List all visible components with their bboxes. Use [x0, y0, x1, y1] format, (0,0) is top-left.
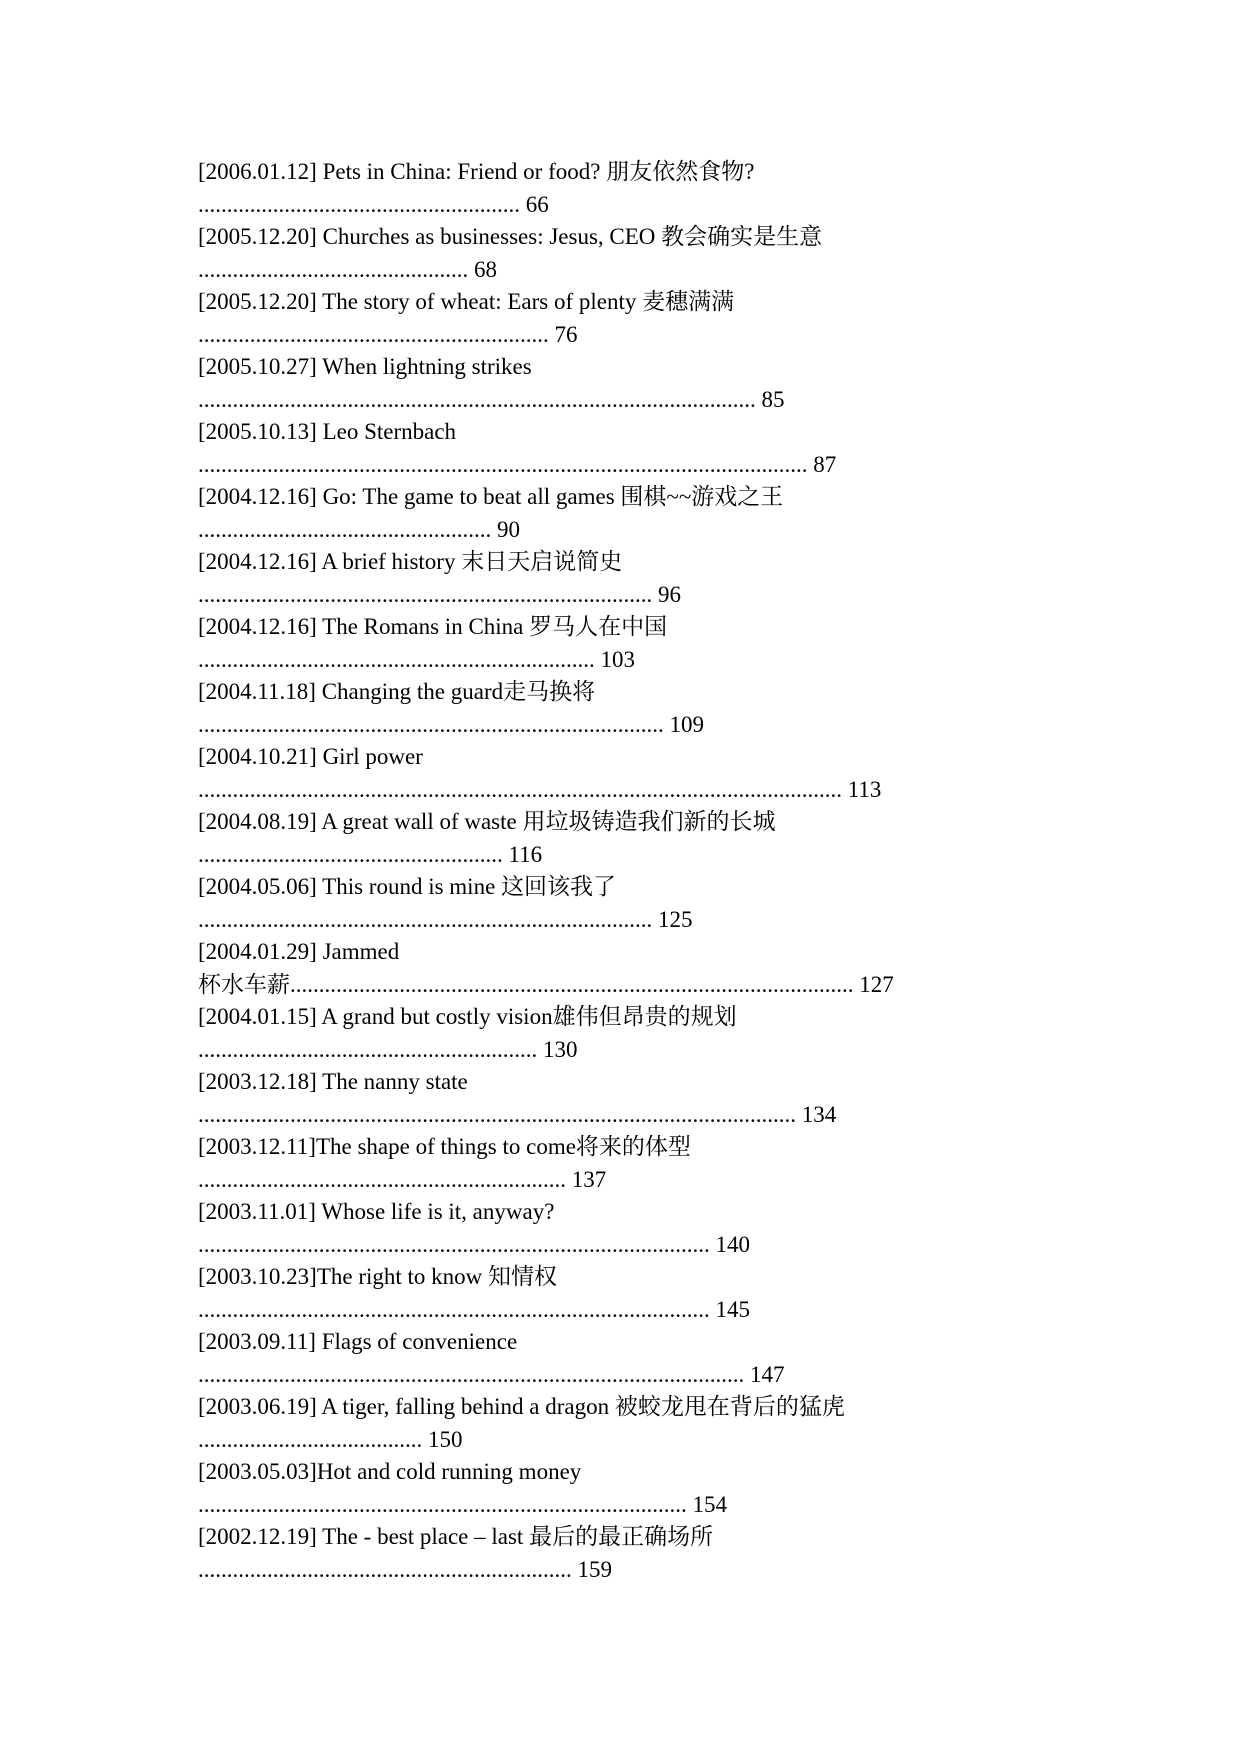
toc-entry — [198, 810, 1038, 875]
entry-page-leader: .......................................................................................................... 87 — [198, 453, 837, 477]
entry-title: [2004.05.06] This round is mine 这回该我了 — [198, 874, 617, 899]
toc-entry — [198, 225, 1038, 290]
entry-page-leader: ..................................................... 116 — [198, 843, 543, 867]
entry-page-leader: ................................................................................................................ 113 — [198, 778, 882, 802]
entry-page-leader: ......................................................................................... 145 — [198, 1298, 750, 1322]
table-of-contents — [198, 160, 1038, 1590]
entry-title: [2004.12.16] Go: The game to beat all games 围棋~~游戏之王 — [198, 484, 784, 509]
entry-page-leader: ............................................................................................... 147 — [198, 1363, 785, 1387]
entry-title: [2005.12.20] Churches as businesses: Jesus, CEO 教会确实是生意 — [198, 224, 823, 249]
entry-title: [2003.12.18] The nanny state — [198, 1069, 468, 1094]
entry-page-leader: ............................................... 68 — [198, 258, 497, 282]
entry-title: [2004.11.18] Changing the guard走马换将 — [198, 679, 596, 704]
entry-title: [2003.11.01] Whose life is it, anyway? — [198, 1199, 555, 1224]
toc-entry — [198, 1395, 1038, 1460]
entry-title: [2006.01.12] Pets in China: Friend or food? 朋友依然食物? — [198, 159, 755, 184]
entry-page-leader: ............................................................................... 125 — [198, 908, 693, 932]
toc-entry — [198, 1200, 1038, 1265]
entry-page-leader: ........................................................... 130 — [198, 1038, 578, 1062]
toc-entry — [198, 615, 1038, 680]
entry-title: [2004.10.21] Girl power — [198, 744, 423, 769]
entry-title: [2004.01.15] A grand but costly vision雄伟但昂贵的规划 — [198, 1004, 737, 1029]
entry-title: [2003.06.19] A tiger, falling behind a dragon 被蛟龙甩在背后的猛虎 — [198, 1394, 845, 1419]
entry-page-leader: ......................................................................................... 140 — [198, 1233, 750, 1257]
toc-entry — [198, 485, 1038, 550]
entry-page-leader: ................................................................................................. 85 — [198, 388, 785, 412]
entry-title: [2003.09.11] Flags of convenience — [198, 1329, 518, 1354]
toc-entry — [198, 1135, 1038, 1200]
toc-entry — [198, 550, 1038, 615]
entry-page-leader: ................................................................................. 109 — [198, 713, 704, 737]
toc-entry — [198, 1070, 1038, 1135]
toc-entry — [198, 1005, 1038, 1070]
entry-page-leader: 杯水车薪.................................................................................................. 127 — [198, 973, 894, 997]
entry-page-leader: ........................................................................................................ 134 — [198, 1103, 837, 1127]
entry-title: [2005.12.20] The story of wheat: Ears of plenty 麦穗满满 — [198, 289, 735, 314]
entry-title: [2004.01.29] Jammed — [198, 939, 400, 964]
toc-entry — [198, 1265, 1038, 1330]
toc-entry — [198, 1525, 1038, 1590]
entry-title: [2005.10.13] Leo Sternbach — [198, 419, 457, 444]
toc-entry — [198, 355, 1038, 420]
toc-entry — [198, 1460, 1038, 1525]
entry-title: [2004.12.16] The Romans in China 罗马人在中国 — [198, 614, 668, 639]
toc-entry — [198, 1330, 1038, 1395]
toc-entry — [198, 745, 1038, 810]
entry-page-leader: ........................................................ 66 — [198, 193, 549, 217]
toc-entry — [198, 290, 1038, 355]
entry-page-leader: ..................................................................................... 154 — [198, 1493, 727, 1517]
entry-page-leader: ................................................................. 159 — [198, 1558, 612, 1582]
toc-entry — [198, 875, 1038, 940]
entry-title: [2005.10.27] When lightning strikes — [198, 354, 532, 379]
entry-title: [2003.05.03]Hot and cold running money — [198, 1459, 582, 1484]
entry-page-leader: ................................................... 90 — [198, 518, 520, 542]
toc-entry — [198, 940, 1038, 1005]
entry-page-leader: ............................................................. 76 — [198, 323, 578, 347]
entry-page-leader: ................................................................ 137 — [198, 1168, 607, 1192]
toc-entry — [198, 680, 1038, 745]
entry-page-leader: ....................................... 150 — [198, 1428, 463, 1452]
entry-page-leader: ............................................................................... 96 — [198, 583, 681, 607]
entry-title: [2004.08.19] A great wall of waste 用垃圾铸造我们新的长城 — [198, 809, 776, 834]
entry-page-leader: ..................................................................... 103 — [198, 648, 635, 672]
entry-title: [2003.10.23]The right to know 知情权 — [198, 1264, 558, 1289]
toc-entry — [198, 160, 1038, 225]
entry-title: [2004.12.16] A brief history 末日天启说简史 — [198, 549, 623, 574]
entry-title: [2003.12.11]The shape of things to come将来的体型 — [198, 1134, 691, 1159]
entry-title: [2002.12.19] The - best place – last 最后的最正确场所 — [198, 1524, 714, 1549]
toc-entry — [198, 420, 1038, 485]
